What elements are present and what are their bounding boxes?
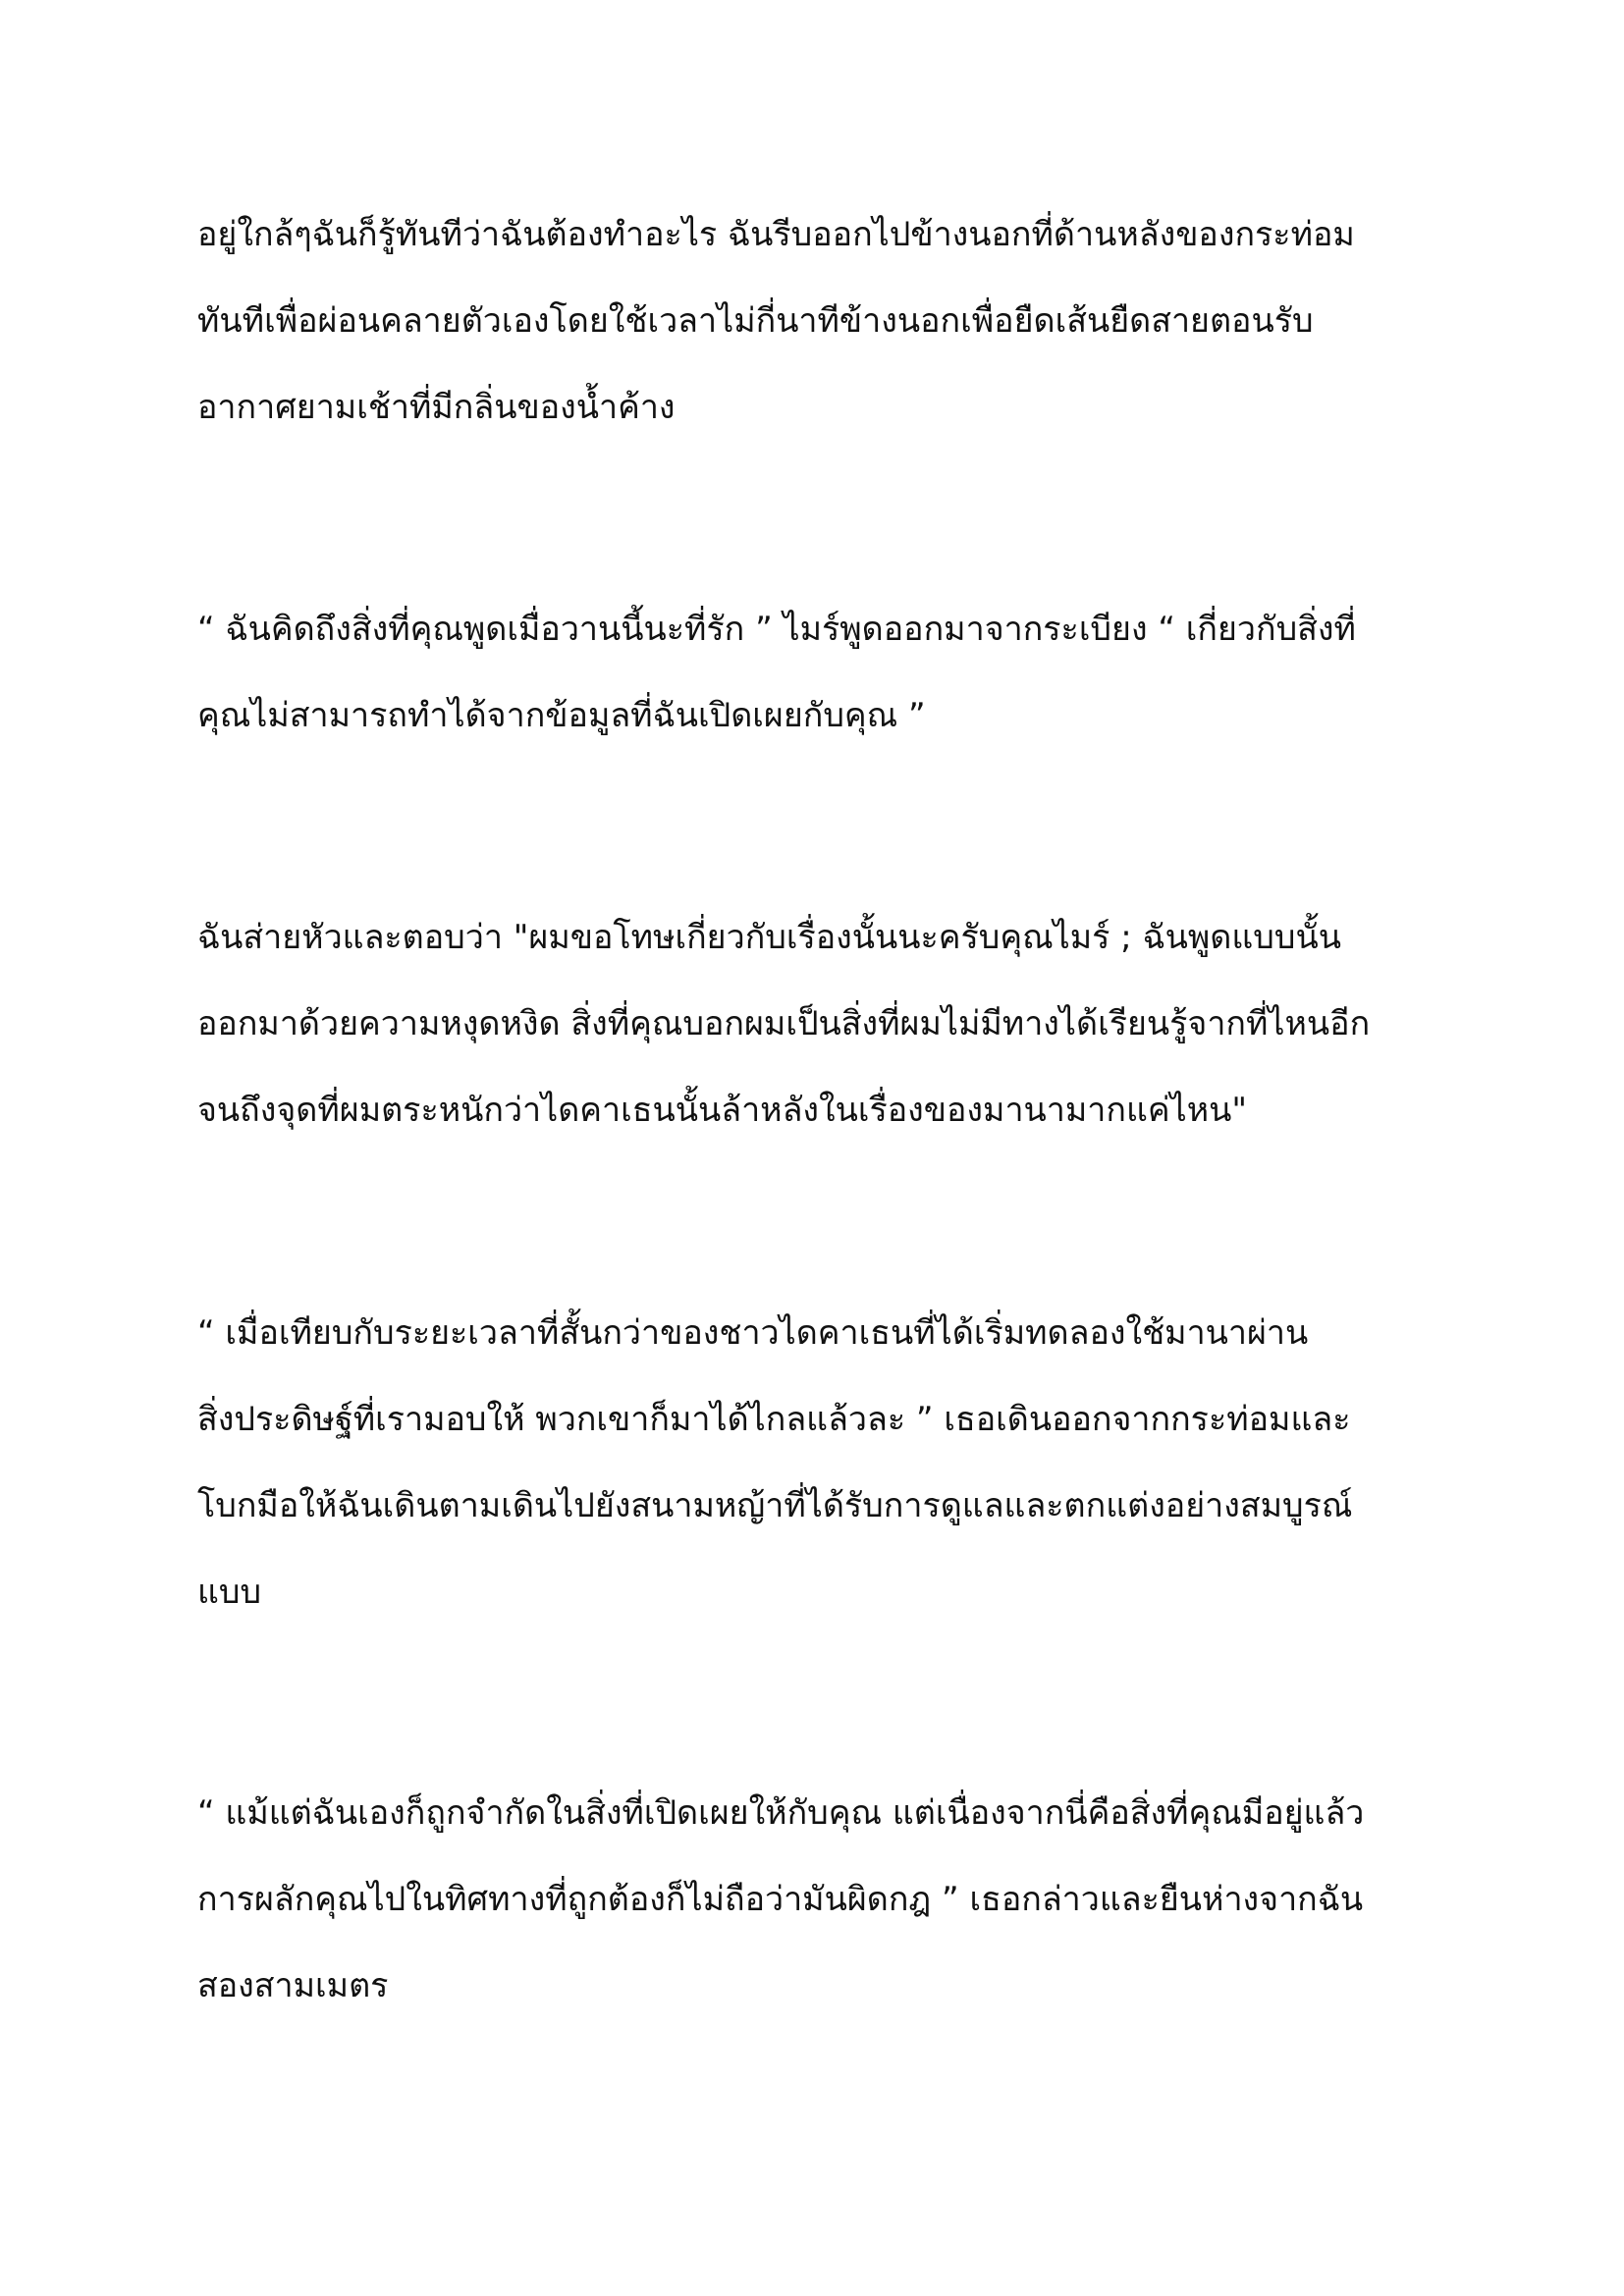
paragraph-line: การผลักคุณไปในทิศทางที่ถูกต้องก็ไม่ถือว่ามันผิดกฎ ” เธอกล่าวและยืนห่างจากฉัน bbox=[197, 1880, 1364, 1919]
paragraph-line: คุณไม่สามารถทำได้จากข้อมูลที่ฉันเปิดเผยกับคุณ ” bbox=[197, 696, 926, 735]
paragraph-line: จนถึงจุดที่ผมตระหนักว่าไดคาเธนนั้นล้าหลังในเรื่องของมานามากแค่ไหน" bbox=[197, 1091, 1248, 1130]
paragraph-line: สิ่งประดิษฐ์ที่เรามอบให้ พวกเขาก็มาได้ไกลแล้วละ ” เธอเดินออกจากกระท่อมและ bbox=[197, 1400, 1351, 1439]
paragraph-line: อากาศยามเช้าที่มีกลิ่นของน้ำค้าง bbox=[197, 388, 676, 427]
paragraph-2 bbox=[197, 586, 1464, 759]
paragraph-line: “ แม้แต่ฉันเองก็ถูกจำกัดในสิ่งที่เปิดเผยให้กับคุณ แต่เนื่องจากนี่คือสิ่งที่คุณมีอยู่แล้ว bbox=[197, 1793, 1365, 1833]
paragraph-line: ออกมาด้วยความหงุดหงิด สิ่งที่คุณบอกผมเป็นสิ่งที่ผมไม่มีทางได้เรียนรู้จากที่ไหนอีก bbox=[197, 1004, 1371, 1043]
paragraph-line: “ ฉันคิดถึงสิ่งที่คุณพูดเมื่อวานนี้นะที่รัก ” ไมร์พูดออกมาจากระเบียง “ เกี่ยวกับสิ่งที่ bbox=[197, 610, 1356, 649]
paragraph-line: “ เมื่อเทียบกับระยะเวลาที่สั้นกว่าของชาวไดคาเธนที่ได้เริ่มทดลองใช้มานาผ่าน bbox=[197, 1313, 1309, 1353]
paragraph-line: โบกมือให้ฉันเดินตามเดินไปยังสนามหญ้าที่ได้รับการดูแลและตกแต่งอย่างสมบูรณ์ bbox=[197, 1486, 1353, 1525]
paragraph-line: แบบ bbox=[197, 1573, 262, 1612]
paragraph-line: สองสามเมตร bbox=[197, 1966, 389, 2005]
paragraph-line: ทันทีเพื่อผ่อนคลายตัวเองโดยใช้เวลาไม่กี่นาทีข้างนอกเพื่อยืดเส้นยืดสายตอนรับ bbox=[197, 301, 1314, 341]
paragraph-5 bbox=[197, 1770, 1464, 2029]
paragraph-1 bbox=[197, 191, 1464, 451]
paragraph-line: อยู่ใกล้ๆฉันก็รู้ทันทีว่าฉันต้องทำอะไร ฉันรีบออกไปข้างนอกที่ด้านหลังของกระท่อม bbox=[197, 215, 1355, 254]
paragraph-line: ฉันส่ายหัวและตอบว่า "ผมขอโทษเกี่ยวกับเรื่องนั้นนะครับคุณไมร์ ; ฉันพูดแบบนั้น bbox=[197, 918, 1341, 957]
paragraph-3 bbox=[197, 894, 1464, 1153]
paragraph-4 bbox=[197, 1290, 1464, 1635]
